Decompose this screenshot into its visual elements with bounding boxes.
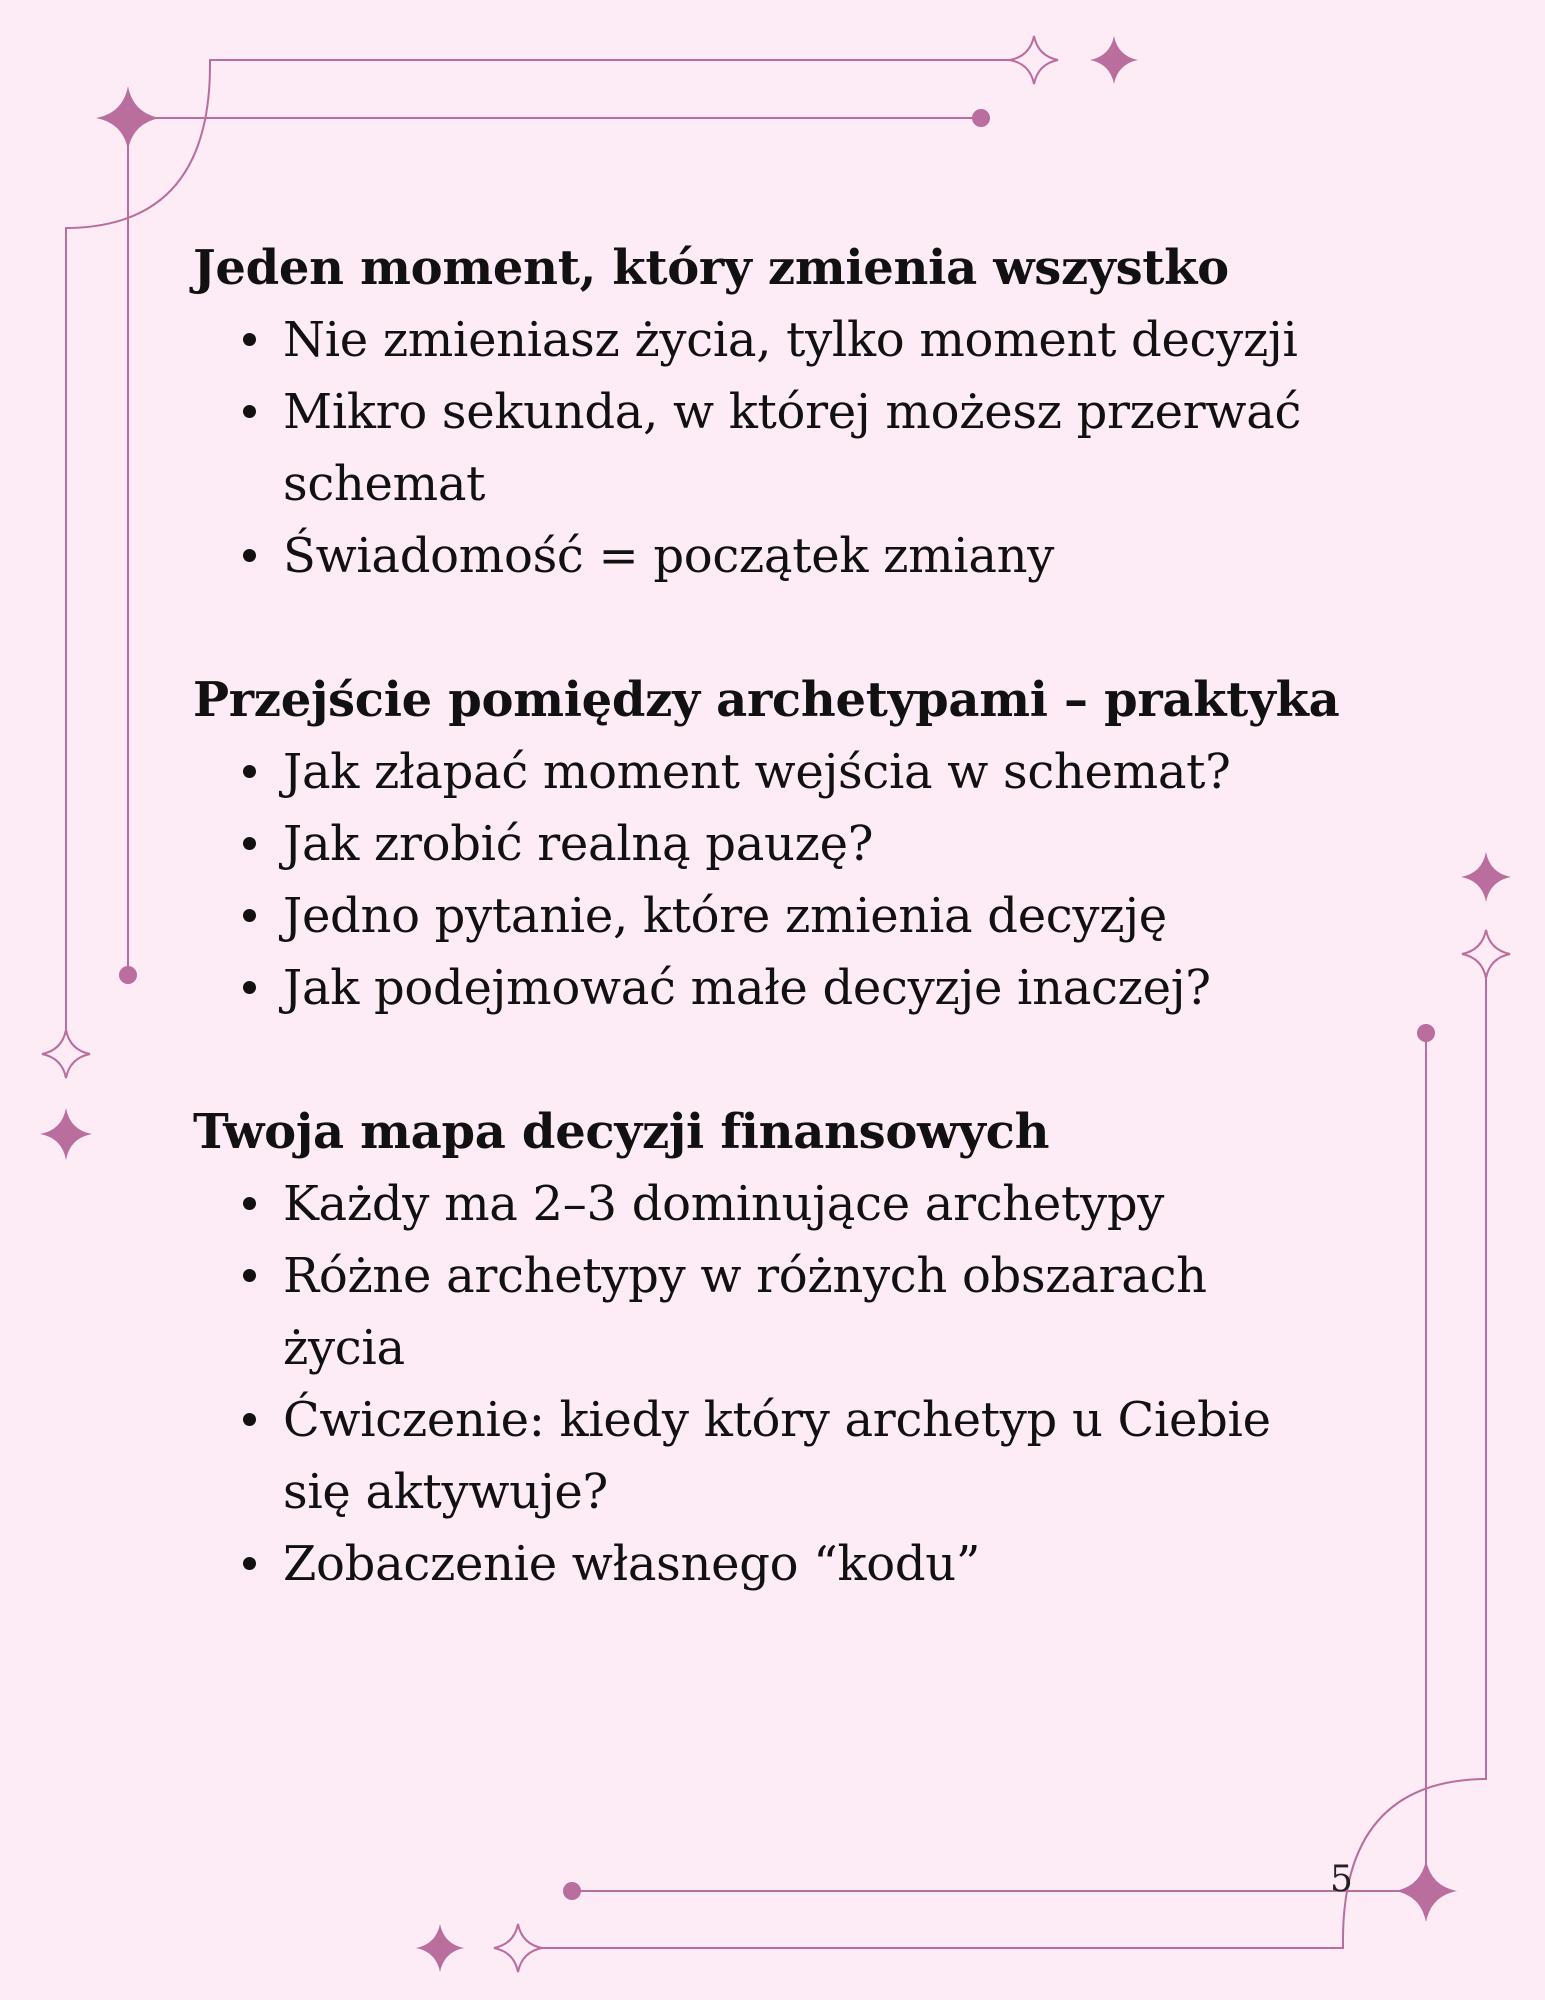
section-title: Jeden moment, który zmienia wszystko [193,240,1229,296]
page-number: 5 [1330,1859,1353,1900]
content-area [193,232,1343,1672]
sparkle-star-outline-icon [494,1924,542,1972]
section-decision-map [193,1096,1343,1600]
frame-dot-left [119,966,137,984]
bullet-list [193,304,1343,592]
section-archetype-transition [193,664,1343,1024]
bullet-item: Mikro sekunda, w której możesz przerwać schemat [193,376,1343,520]
bullet-item: Jak zrobić realną pauzę? [193,808,1343,880]
sparkle-star-icon [1395,1860,1457,1922]
bullet-item: Nie zmieniasz życia, tylko moment decyzji [193,304,1343,376]
bullet-item: Jak podejmować małe decyzje inaczej? [193,952,1343,1024]
bullet-item: Świadomość = początek zmiany [193,520,1343,592]
sparkle-star-icon [416,1924,464,1972]
sparkle-star-outline-icon [1462,930,1510,978]
sparkle-star-icon [1090,36,1138,84]
sparkle-star-outline-icon [42,1030,90,1078]
bullet-item: Każdy ma 2–3 dominujące archetypy [193,1168,1343,1240]
sparkle-star-icon [1461,852,1511,902]
frame-dot-bottom [563,1882,581,1900]
section-title: Twoja mapa decyzji finansowych [193,1104,1050,1160]
bullet-item: Ćwiczenie: kiedy który archetyp u Ciebie się aktywuje? [193,1384,1343,1528]
section-title: Przejście pomiędzy archetypami – praktyka [193,672,1340,728]
bullet-list [193,736,1343,1024]
bullet-item: Jedno pytanie, które zmienia decyzję [193,880,1343,952]
section-one-moment [193,232,1343,592]
sparkle-star-icon [40,1108,92,1160]
sparkle-star-icon [96,86,160,150]
frame-dot-top [972,109,990,127]
sparkle-star-outline-icon [1010,36,1058,84]
bullet-item: Zobaczenie własnego “kodu” [193,1528,1343,1600]
bullet-list [193,1168,1343,1600]
frame-dot-right [1417,1024,1435,1042]
bullet-item: Różne archetypy w różnych obszarach życia [193,1240,1343,1384]
bullet-item: Jak złapać moment wejścia w schemat? [193,736,1343,808]
